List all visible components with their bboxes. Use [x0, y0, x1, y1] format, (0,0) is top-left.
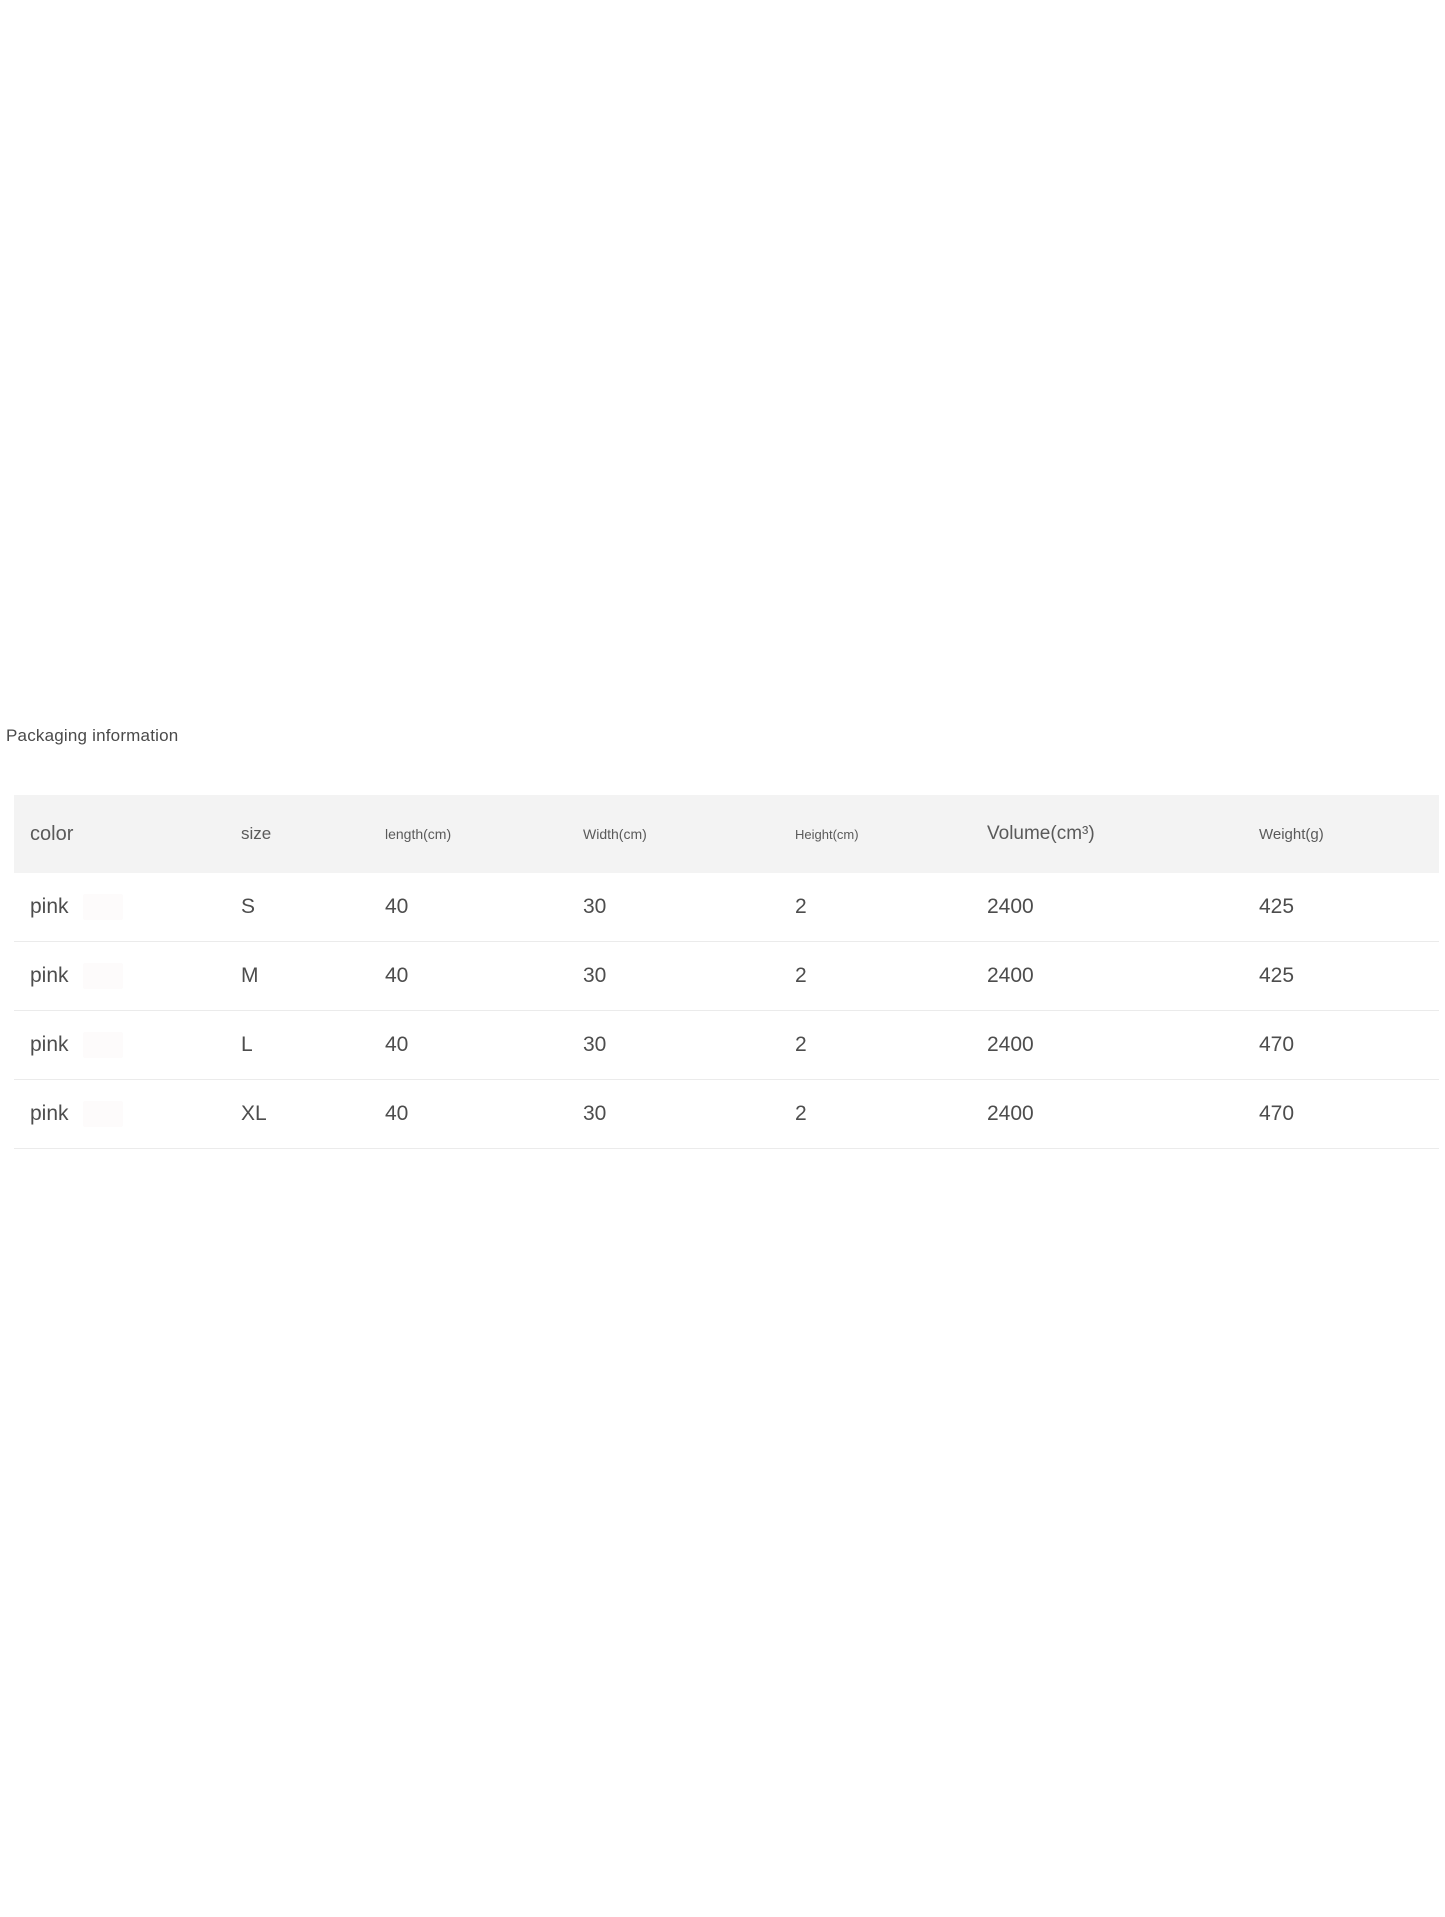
- column-header-height: [785, 795, 981, 873]
- column-header-label: color: [30, 822, 74, 845]
- cell-color: [14, 1080, 229, 1149]
- cell-value: 40: [385, 1033, 409, 1056]
- column-header-size: [229, 795, 377, 873]
- cell-size: [229, 873, 377, 942]
- cell-length: [377, 1080, 575, 1149]
- cell-length: [377, 942, 575, 1011]
- cell-height: [785, 942, 981, 1011]
- cell-value: 30: [583, 964, 607, 987]
- column-header-label: Volume(cm³): [987, 823, 1095, 844]
- cell-height: [785, 873, 981, 942]
- cell-color: [14, 942, 229, 1011]
- cell-value: 2400: [987, 964, 1034, 987]
- color-swatch-icon: [83, 1101, 123, 1127]
- cell-value: 2: [795, 1102, 807, 1125]
- cell-value: 2400: [987, 895, 1034, 918]
- cell-value: pink: [30, 963, 69, 987]
- cell-width: [575, 1080, 785, 1149]
- table-row: [14, 1080, 1439, 1149]
- cell-value: 40: [385, 1102, 409, 1125]
- column-header-length: [377, 795, 575, 873]
- cell-weight: [1251, 1080, 1439, 1149]
- cell-value: 425: [1259, 895, 1295, 918]
- cell-value: 470: [1259, 1033, 1295, 1056]
- column-header-label: length(cm): [385, 826, 452, 842]
- color-swatch-icon: [83, 894, 123, 920]
- cell-value: pink: [30, 1032, 69, 1056]
- cell-length: [377, 873, 575, 942]
- cell-length: [377, 1011, 575, 1080]
- table-row: [14, 1011, 1439, 1080]
- cell-value: pink: [30, 894, 69, 918]
- column-header-width: [575, 795, 785, 873]
- column-header-label: Width(cm): [583, 826, 647, 842]
- cell-value: pink: [30, 1101, 69, 1125]
- cell-value: 2400: [987, 1102, 1034, 1125]
- table-body: [14, 873, 1439, 1149]
- column-header-label: Height(cm): [795, 826, 859, 842]
- cell-volume: [981, 1011, 1251, 1080]
- cell-size: [229, 1011, 377, 1080]
- table-header: [14, 795, 1439, 873]
- cell-volume: [981, 942, 1251, 1011]
- column-header-weight: [1251, 795, 1439, 873]
- cell-weight: [1251, 1011, 1439, 1080]
- packaging-table-wrapper: [14, 795, 1439, 1149]
- cell-value: 2: [795, 1033, 807, 1056]
- cell-width: [575, 1011, 785, 1080]
- cell-value: 425: [1259, 964, 1295, 987]
- cell-width: [575, 942, 785, 1011]
- table-row: [14, 873, 1439, 942]
- cell-volume: [981, 1080, 1251, 1149]
- column-header-label: Weight(g): [1259, 825, 1324, 843]
- column-header-volume: [981, 795, 1251, 873]
- cell-value: 2: [795, 895, 807, 918]
- section-title: Packaging information: [6, 726, 179, 745]
- column-header-label: size: [241, 824, 272, 843]
- cell-value: M: [241, 964, 259, 987]
- color-swatch-icon: [83, 963, 123, 989]
- cell-color: [14, 1011, 229, 1080]
- table-row: [14, 942, 1439, 1011]
- cell-width: [575, 873, 785, 942]
- cell-height: [785, 1080, 981, 1149]
- packaging-information-table: [14, 795, 1439, 1149]
- cell-value: L: [241, 1033, 253, 1056]
- cell-weight: [1251, 942, 1439, 1011]
- cell-volume: [981, 873, 1251, 942]
- cell-value: 40: [385, 964, 409, 987]
- cell-value: S: [241, 895, 256, 918]
- cell-value: 40: [385, 895, 409, 918]
- cell-size: [229, 1080, 377, 1149]
- cell-value: 30: [583, 1102, 607, 1125]
- table-header-row: [14, 795, 1439, 873]
- color-swatch-icon: [83, 1032, 123, 1058]
- column-header-color: [14, 795, 229, 873]
- cell-value: XL: [241, 1102, 267, 1125]
- cell-weight: [1251, 873, 1439, 942]
- cell-value: 30: [583, 895, 607, 918]
- cell-value: 470: [1259, 1102, 1295, 1125]
- cell-height: [785, 1011, 981, 1080]
- cell-size: [229, 942, 377, 1011]
- cell-value: 2: [795, 964, 807, 987]
- cell-value: 2400: [987, 1033, 1034, 1056]
- cell-value: 30: [583, 1033, 607, 1056]
- cell-color: [14, 873, 229, 942]
